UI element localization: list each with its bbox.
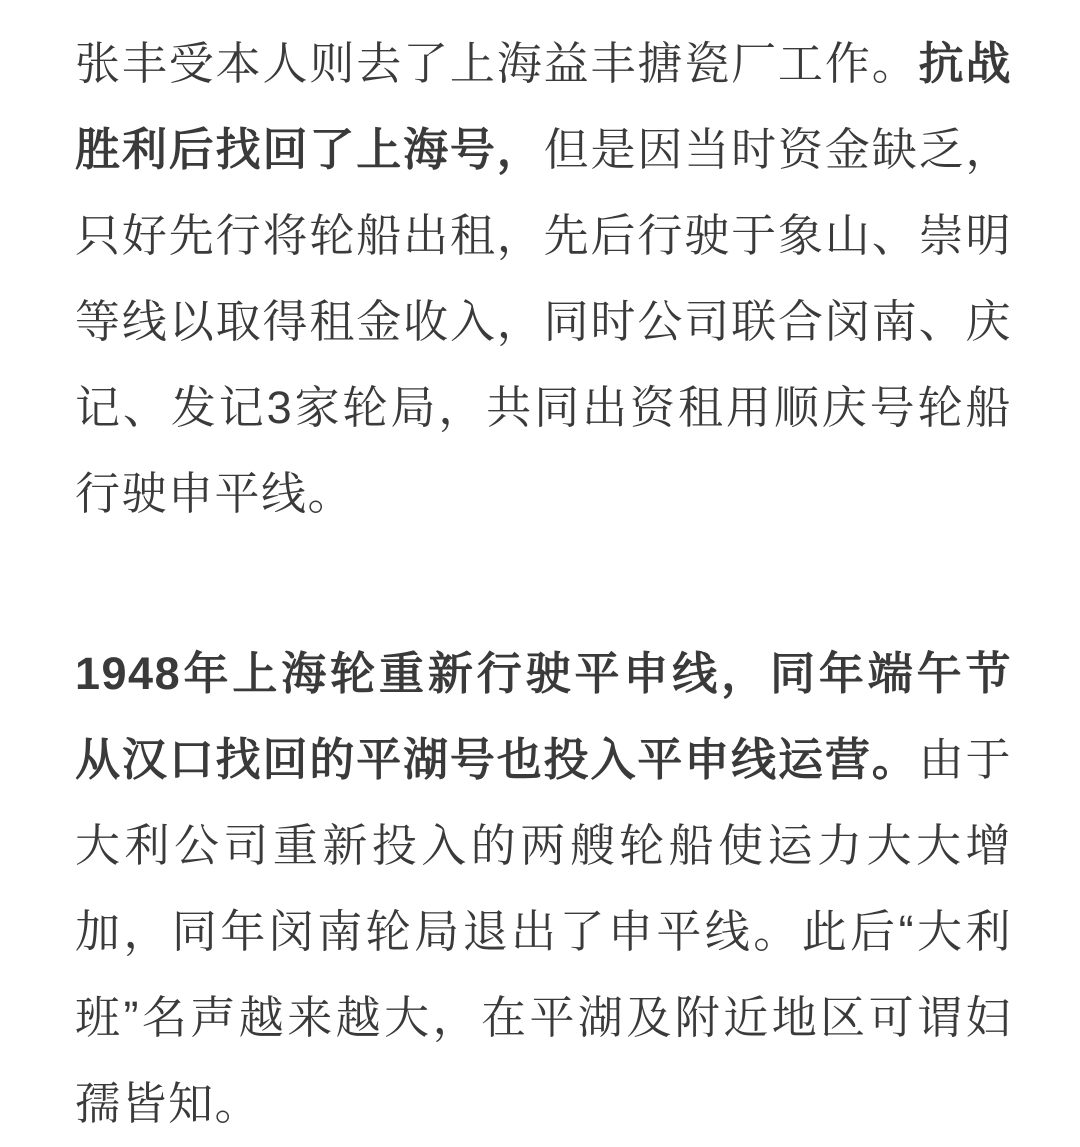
paragraph (75, 631, 1012, 1147)
bold-text-segment: 1948年上海轮重新行驶平申线，同年端午节从汉口找回的平湖号也投入平申线运营。 (75, 648, 1012, 785)
text-segment: 但是因当时资金缺乏，只好先行将轮船出租，先后行驶于象山、崇明等线以取得租金收入，同时公司联合闵南、庆记、发记3家轮局，共同出资租用顺庆号轮船行驶申平线。 (75, 124, 1012, 519)
bold-text-segment: 抗战胜利后找回了上海号， (75, 38, 1012, 175)
text-segment: 由于大利公司重新投入的两艘轮船使运力大大增加，同年闵南轮局退出了申平线。此后“大利班”名声越来越大，在平湖及附近地区可谓妇孺皆知。 (75, 734, 1012, 1129)
paragraph (75, 21, 1012, 537)
text-segment: 张丰受本人则去了上海益丰搪瓷厂工作。 (75, 38, 919, 89)
